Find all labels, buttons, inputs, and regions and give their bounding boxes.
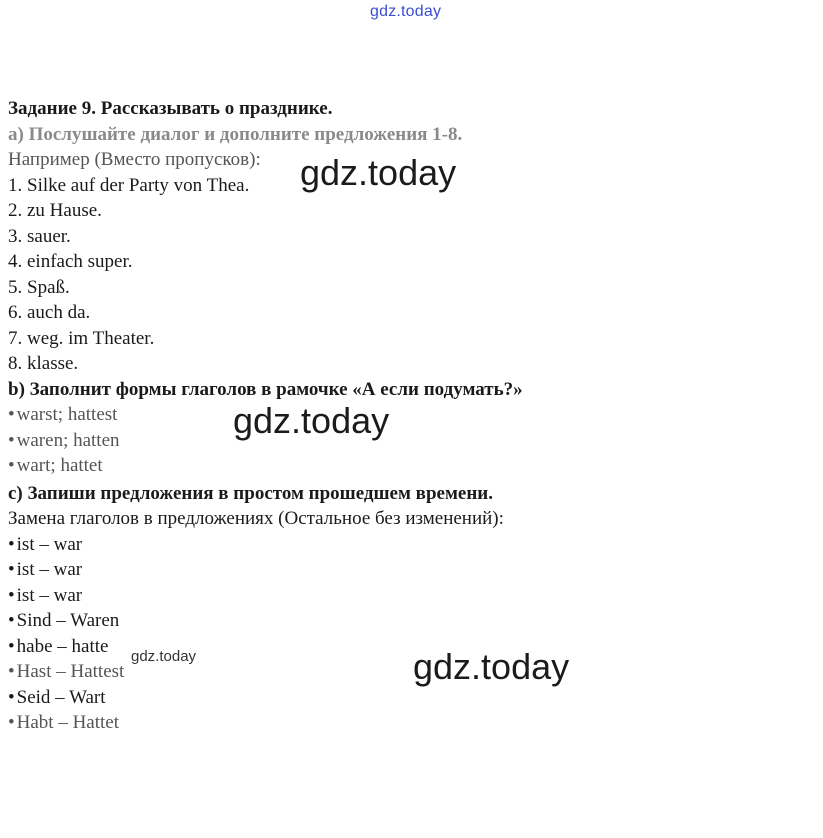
part-a-heading: a) Послушайте диалог и дополните предложения 1-8. xyxy=(8,123,463,145)
part-a-list xyxy=(8,173,628,377)
list-item: • warst; hattest xyxy=(8,402,628,428)
watermark-small: gdz.today xyxy=(131,648,197,665)
list-item: 7. weg. im Theater. xyxy=(8,327,155,349)
list-item: • Hast – Hattest xyxy=(8,659,628,685)
part-c-heading: c) Запиши предложения в простом прошедшем времени. xyxy=(8,482,493,504)
list-item: 5. Spaß. xyxy=(8,276,70,298)
watermark-large: gdz.today xyxy=(300,152,457,193)
list-item: 4. einfach super. xyxy=(8,251,133,272)
list-item: • Sind – Waren xyxy=(8,608,628,634)
list-item: • ist – war xyxy=(8,532,628,558)
list-item: • Habt – Hattet xyxy=(8,710,628,736)
list-item: • waren; hatten xyxy=(8,428,628,454)
task-title: Задание 9. Рассказывать о празднике. xyxy=(8,98,333,119)
list-item: • habe – hatte xyxy=(8,634,628,660)
watermark-top: gdz.today xyxy=(370,3,442,20)
part-b-heading: b) Заполнит формы глаголов в рамочке «А если подумать?» xyxy=(8,378,523,400)
list-item: 8. klasse. xyxy=(8,353,79,374)
list-item: 6. auch da. xyxy=(8,302,91,323)
list-item: • ist – war xyxy=(8,583,628,609)
list-item: • Seid – Wart xyxy=(8,685,628,711)
list-item: 1. Silke auf der Party von Thea. xyxy=(8,174,250,196)
part-c-intro: Замена глаголов в предложениях (Остальное без изменений): xyxy=(8,508,504,529)
part-a-intro: Например (Вместо пропусков): xyxy=(8,149,261,170)
watermark-large: gdz.today xyxy=(233,400,390,441)
part-c-list xyxy=(8,532,628,736)
watermark-large: gdz.today xyxy=(413,646,570,687)
list-item: • wart; hattet xyxy=(8,453,628,479)
list-item: 3. sauer. xyxy=(8,225,71,247)
list-item: 2. zu Hause. xyxy=(8,200,102,221)
list-item: • ist – war xyxy=(8,557,628,583)
